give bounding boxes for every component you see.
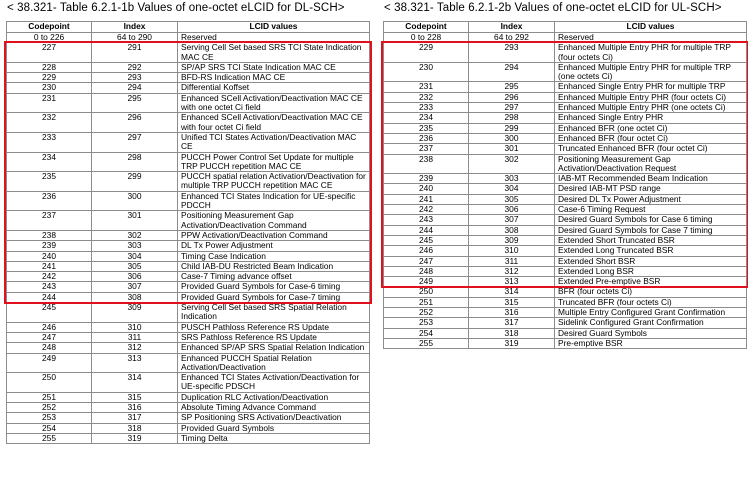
lcid-value-cell: Sidelink Configured Grant Confirmation [555, 318, 747, 328]
table-row [384, 215, 747, 225]
index-cell: 64 to 290 [92, 33, 178, 43]
table-row [7, 172, 370, 192]
table-row [384, 246, 747, 256]
lcid-value-cell: Enhanced TCI States Activation/Deactivation for UE-specific PDSCH [178, 373, 370, 393]
lcid-value-cell: Case-6 Timing Request [555, 205, 747, 215]
table-row [7, 113, 370, 133]
table-row [7, 62, 370, 72]
codepoint-cell: 250 [7, 373, 92, 393]
codepoint-cell: 254 [7, 423, 92, 433]
lcid-value-cell: Extended Short BSR [555, 256, 747, 266]
codepoint-cell: 229 [7, 73, 92, 83]
table-row [384, 43, 747, 63]
lcid-value-cell: Enhanced SP/AP SRS Spatial Relation Indication [178, 343, 370, 353]
index-cell: 315 [92, 392, 178, 402]
table-row [7, 83, 370, 93]
table-row [384, 308, 747, 318]
codepoint-cell: 247 [384, 256, 469, 266]
table-row [7, 73, 370, 83]
codepoint-cell: 0 to 228 [384, 33, 469, 43]
table-row [384, 154, 747, 174]
lcid-value-cell: Pre-emptive BSR [555, 338, 747, 348]
table-row [7, 43, 370, 63]
lcid-value-cell: BFD-RS Indication MAC CE [178, 73, 370, 83]
table-row [384, 62, 747, 82]
dl-header-codepoint: Codepoint [7, 22, 92, 33]
table-row [384, 92, 747, 102]
index-cell: 317 [469, 318, 555, 328]
table-row [384, 184, 747, 194]
codepoint-cell: 243 [384, 215, 469, 225]
lcid-value-cell: SRS Pathloss Reference RS Update [178, 332, 370, 342]
codepoint-cell: 235 [384, 123, 469, 133]
lcid-value-cell: Positioning Measurement Gap Activation/Deactivation Request [555, 154, 747, 174]
index-cell: 316 [92, 402, 178, 412]
lcid-value-cell: Enhanced PUCCH Spatial Relation Activation/Deactivation [178, 353, 370, 373]
index-cell: 316 [469, 308, 555, 318]
table-row [7, 292, 370, 302]
codepoint-cell: 232 [7, 113, 92, 133]
table-row [384, 123, 747, 133]
codepoint-cell: 234 [384, 113, 469, 123]
lcid-value-cell: Extended Long BSR [555, 266, 747, 276]
index-cell: 315 [469, 297, 555, 307]
table-row [384, 82, 747, 92]
lcid-value-cell: Enhanced Multiple Entry PHR for multiple TRP (four octets Ci) [555, 43, 747, 63]
lcid-value-cell: Desired Guard Symbols for Case 7 timing [555, 225, 747, 235]
index-cell: 311 [92, 332, 178, 342]
lcid-value-cell: Serving Cell Set based SRS TCI State Indication MAC CE [178, 43, 370, 63]
index-cell: 300 [92, 191, 178, 211]
codepoint-cell: 229 [384, 43, 469, 63]
codepoint-cell: 245 [7, 303, 92, 323]
lcid-value-cell: Child IAB-DU Restricted Beam Indication [178, 261, 370, 271]
lcid-value-cell: PUCCH spatial relation Activation/Deactivation for multiple TRP PUCCH repetition MAC CE [178, 172, 370, 192]
codepoint-cell: 239 [7, 241, 92, 251]
codepoint-cell: 252 [384, 308, 469, 318]
codepoint-cell: 251 [384, 297, 469, 307]
lcid-value-cell: Provided Guard Symbols for Case-7 timing [178, 292, 370, 302]
table-row [384, 277, 747, 287]
index-cell: 314 [469, 287, 555, 297]
lcid-value-cell: Positioning Measurement Gap Activation/Deactivation Command [178, 211, 370, 231]
index-cell: 300 [469, 133, 555, 143]
lcid-value-cell: PPW Activation/Deactivation Command [178, 230, 370, 240]
table-row [7, 241, 370, 251]
dl-header-lcid-values: LCID values [178, 22, 370, 33]
table-row [7, 211, 370, 231]
index-cell: 294 [92, 83, 178, 93]
codepoint-cell: 239 [384, 174, 469, 184]
lcid-value-cell: Differential Koffset [178, 83, 370, 93]
lcid-value-cell: PUSCH Pathloss Reference RS Update [178, 322, 370, 332]
index-cell: 64 to 292 [469, 33, 555, 43]
codepoint-cell: 237 [384, 144, 469, 154]
table-row [384, 103, 747, 113]
index-cell: 296 [469, 92, 555, 102]
table-row [384, 256, 747, 266]
lcid-value-cell: DL Tx Power Adjustment [178, 241, 370, 251]
index-cell: 308 [469, 225, 555, 235]
index-cell: 307 [92, 282, 178, 292]
codepoint-cell: 0 to 226 [7, 33, 92, 43]
index-cell: 311 [469, 256, 555, 266]
table-row [384, 133, 747, 143]
codepoint-cell: 238 [384, 154, 469, 174]
table-row [7, 392, 370, 402]
index-cell: 305 [469, 194, 555, 204]
table-row [7, 402, 370, 412]
index-cell: 310 [92, 322, 178, 332]
codepoint-cell: 230 [7, 83, 92, 93]
index-cell: 303 [469, 174, 555, 184]
codepoint-cell: 248 [384, 266, 469, 276]
codepoint-cell: 241 [384, 194, 469, 204]
table-row [7, 251, 370, 261]
codepoint-cell: 231 [7, 93, 92, 113]
codepoint-cell: 254 [384, 328, 469, 338]
lcid-value-cell: Serving Cell Set based SRS Spatial Relation Indication [178, 303, 370, 323]
table-row [384, 287, 747, 297]
codepoint-cell: 240 [384, 184, 469, 194]
lcid-value-cell: SP Positioning SRS Activation/Deactivation [178, 413, 370, 423]
ul-header-lcid-values: LCID values [555, 22, 747, 33]
index-cell: 293 [469, 43, 555, 63]
index-cell: 301 [92, 211, 178, 231]
table-row [384, 225, 747, 235]
lcid-value-cell: Extended Short Truncated BSR [555, 235, 747, 245]
index-cell: 295 [92, 93, 178, 113]
index-cell: 292 [92, 62, 178, 72]
codepoint-cell: 249 [7, 353, 92, 373]
index-cell: 293 [92, 73, 178, 83]
index-cell: 309 [92, 303, 178, 323]
lcid-value-cell: Reserved [178, 33, 370, 43]
table-row [384, 235, 747, 245]
index-cell: 301 [469, 144, 555, 154]
lcid-value-cell: BFR (four octets Ci) [555, 287, 747, 297]
lcid-value-cell: PUCCH Power Control Set Update for multiple TRP PUCCH repetition MAC CE [178, 152, 370, 172]
codepoint-cell: 228 [7, 62, 92, 72]
table-row [7, 433, 370, 443]
index-cell: 305 [92, 261, 178, 271]
index-cell: 312 [92, 343, 178, 353]
lcid-value-cell: Enhanced SCell Activation/Deactivation MAC CE with one octet Ci field [178, 93, 370, 113]
index-cell: 318 [469, 328, 555, 338]
index-cell: 310 [469, 246, 555, 256]
codepoint-cell: 250 [384, 287, 469, 297]
table-row [7, 272, 370, 282]
lcid-value-cell: Enhanced Single Entry PHR for multiple TRP [555, 82, 747, 92]
table-row [7, 191, 370, 211]
lcid-value-cell: Enhanced Multiple Entry PHR for multiple TRP (one octets Ci) [555, 62, 747, 82]
codepoint-cell: 235 [7, 172, 92, 192]
table-row [7, 373, 370, 393]
lcid-value-cell: IAB-MT Recommended Beam Indication [555, 174, 747, 184]
lcid-value-cell: Enhanced Multiple Entry PHR (one octets Ci) [555, 103, 747, 113]
table-row [384, 113, 747, 123]
table-row [7, 261, 370, 271]
lcid-value-cell: Duplication RLC Activation/Deactivation [178, 392, 370, 402]
index-cell: 306 [92, 272, 178, 282]
codepoint-cell: 242 [384, 205, 469, 215]
codepoint-cell: 249 [384, 277, 469, 287]
table-row [384, 205, 747, 215]
codepoint-cell: 251 [7, 392, 92, 402]
table-row [384, 328, 747, 338]
codepoint-cell: 230 [384, 62, 469, 82]
lcid-value-cell: Provided Guard Symbols for Case-6 timing [178, 282, 370, 292]
index-cell: 299 [92, 172, 178, 192]
lcid-value-cell: Desired IAB-MT PSD range [555, 184, 747, 194]
index-cell: 306 [469, 205, 555, 215]
lcid-value-cell: Enhanced TCI States Indication for UE-specific PDCCH [178, 191, 370, 211]
codepoint-cell: 234 [7, 152, 92, 172]
lcid-value-cell: Desired Guard Symbols [555, 328, 747, 338]
dl-table-caption: < 38.321- Table 6.2.1-1b Values of one-octet eLCID for DL-SCH> [7, 2, 345, 14]
lcid-value-cell: Timing Delta [178, 433, 370, 443]
codepoint-cell: 255 [384, 338, 469, 348]
codepoint-cell: 246 [384, 246, 469, 256]
lcid-value-cell: Extended Pre-emptive BSR [555, 277, 747, 287]
index-cell: 302 [469, 154, 555, 174]
table-row [7, 332, 370, 342]
codepoint-cell: 244 [384, 225, 469, 235]
lcid-value-cell: Enhanced Multiple Entry PHR (four octets Ci) [555, 92, 747, 102]
lcid-value-cell: Enhanced Single Entry PHR [555, 113, 747, 123]
index-cell: 295 [469, 82, 555, 92]
index-cell: 299 [469, 123, 555, 133]
index-cell: 314 [92, 373, 178, 393]
index-cell: 294 [469, 62, 555, 82]
table-row [384, 297, 747, 307]
ul-header-index: Index [469, 22, 555, 33]
lcid-value-cell: Unified TCI States Activation/Deactivation MAC CE [178, 132, 370, 152]
table-row [384, 266, 747, 276]
ul-table-header-row [384, 22, 747, 33]
codepoint-cell: 233 [7, 132, 92, 152]
lcid-value-cell: Timing Case Indication [178, 251, 370, 261]
codepoint-cell: 253 [7, 413, 92, 423]
index-cell: 307 [469, 215, 555, 225]
lcid-value-cell: Reserved [555, 33, 747, 43]
table-row [7, 230, 370, 240]
index-cell: 297 [92, 132, 178, 152]
table-row [384, 144, 747, 154]
lcid-value-cell: Desired Guard Symbols for Case 6 timing [555, 215, 747, 225]
index-cell: 291 [92, 43, 178, 63]
ul-sch-elcid-table [383, 21, 747, 349]
codepoint-cell: 238 [7, 230, 92, 240]
lcid-value-cell: Extended Long Truncated BSR [555, 246, 747, 256]
codepoint-cell: 233 [384, 103, 469, 113]
table-row [7, 152, 370, 172]
codepoint-cell: 236 [7, 191, 92, 211]
index-cell: 296 [92, 113, 178, 133]
dl-header-index: Index [92, 22, 178, 33]
codepoint-cell: 253 [384, 318, 469, 328]
codepoint-cell: 255 [7, 433, 92, 443]
codepoint-cell: 245 [384, 235, 469, 245]
dl-table-header-row [7, 22, 370, 33]
codepoint-cell: 240 [7, 251, 92, 261]
table-row [384, 318, 747, 328]
codepoint-cell: 243 [7, 282, 92, 292]
index-cell: 298 [92, 152, 178, 172]
index-cell: 304 [469, 184, 555, 194]
lcid-value-cell: Truncated BFR (four octets Ci) [555, 297, 747, 307]
index-cell: 317 [92, 413, 178, 423]
lcid-value-cell: Enhanced BFR (one octet Ci) [555, 123, 747, 133]
index-cell: 298 [469, 113, 555, 123]
table-row [384, 338, 747, 348]
index-cell: 302 [92, 230, 178, 240]
table-row [7, 423, 370, 433]
table-row [7, 132, 370, 152]
index-cell: 297 [469, 103, 555, 113]
lcid-value-cell: Desired DL Tx Power Adjustment [555, 194, 747, 204]
lcid-value-cell: SP/AP SRS TCI State Indication MAC CE [178, 62, 370, 72]
index-cell: 313 [92, 353, 178, 373]
dl-sch-elcid-table [6, 21, 370, 444]
table-row [7, 303, 370, 323]
lcid-value-cell: Case-7 Timing advance offset [178, 272, 370, 282]
index-cell: 319 [92, 433, 178, 443]
table-row [7, 353, 370, 373]
codepoint-cell: 227 [7, 43, 92, 63]
table-row [7, 93, 370, 113]
index-cell: 312 [469, 266, 555, 276]
codepoint-cell: 231 [384, 82, 469, 92]
lcid-value-cell: Truncated Enhanced BFR (four octet Ci) [555, 144, 747, 154]
lcid-value-cell: Enhanced BFR (four octet Ci) [555, 133, 747, 143]
codepoint-cell: 244 [7, 292, 92, 302]
table-row [384, 194, 747, 204]
table-row [7, 343, 370, 353]
codepoint-cell: 237 [7, 211, 92, 231]
index-cell: 304 [92, 251, 178, 261]
table-row [7, 33, 370, 43]
table-row [7, 322, 370, 332]
lcid-value-cell: Multiple Entry Configured Grant Confirmation [555, 308, 747, 318]
codepoint-cell: 248 [7, 343, 92, 353]
ul-table-caption: < 38.321- Table 6.2.1-2b Values of one-octet eLCID for UL-SCH> [384, 2, 722, 14]
lcid-value-cell: Absolute Timing Advance Command [178, 402, 370, 412]
codepoint-cell: 252 [7, 402, 92, 412]
lcid-value-cell: Provided Guard Symbols [178, 423, 370, 433]
index-cell: 319 [469, 338, 555, 348]
index-cell: 309 [469, 235, 555, 245]
codepoint-cell: 232 [384, 92, 469, 102]
lcid-value-cell: Enhanced SCell Activation/Deactivation MAC CE with four octet Ci field [178, 113, 370, 133]
codepoint-cell: 241 [7, 261, 92, 271]
table-row [384, 33, 747, 43]
index-cell: 318 [92, 423, 178, 433]
ul-header-codepoint: Codepoint [384, 22, 469, 33]
index-cell: 303 [92, 241, 178, 251]
codepoint-cell: 246 [7, 322, 92, 332]
table-row [384, 174, 747, 184]
index-cell: 313 [469, 277, 555, 287]
index-cell: 308 [92, 292, 178, 302]
table-row [7, 413, 370, 423]
table-row [7, 282, 370, 292]
codepoint-cell: 242 [7, 272, 92, 282]
codepoint-cell: 236 [384, 133, 469, 143]
codepoint-cell: 247 [7, 332, 92, 342]
